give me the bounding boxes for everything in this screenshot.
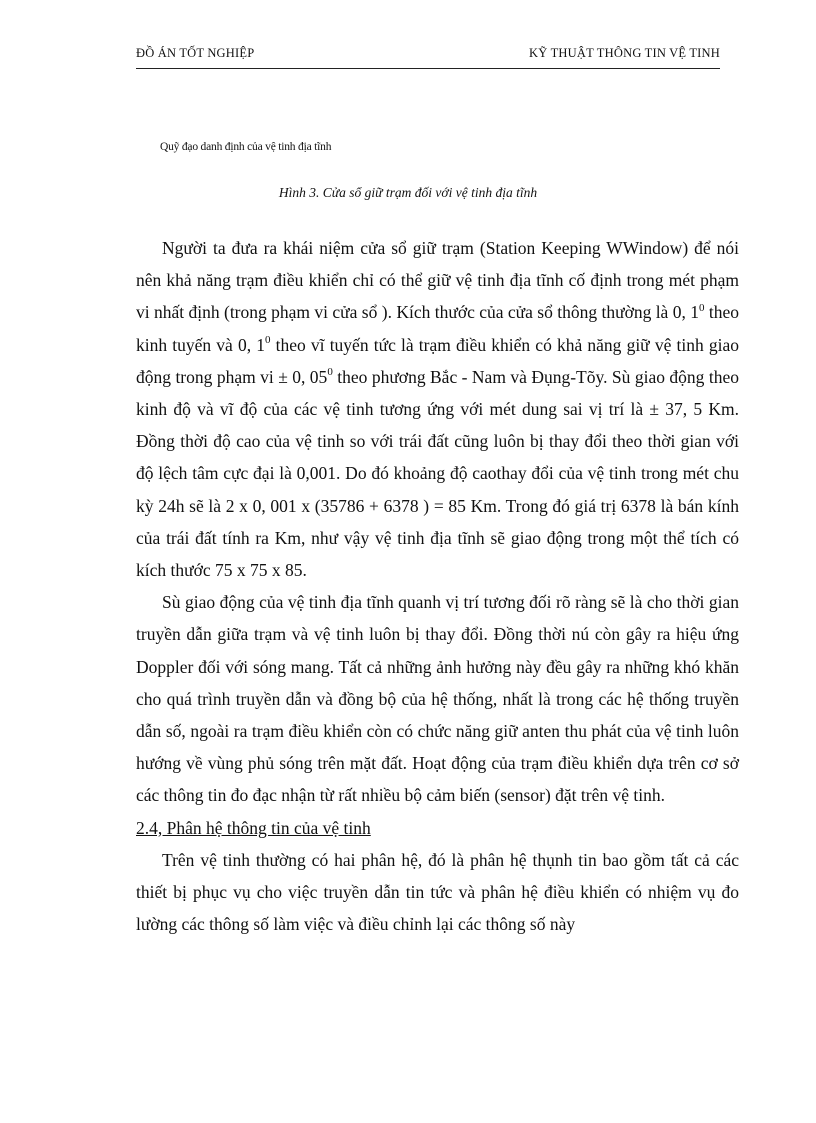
figure-caption: Hình 3. Cửa sổ giữ trạm đối với vệ tinh địa tĩnh bbox=[278, 185, 538, 200]
paragraph1-part2: theo kinh tuyến và 0, 1 bbox=[136, 302, 739, 355]
figure-source-label: Quỹ đạo danh định của vệ tinh địa tĩnh bbox=[160, 141, 332, 153]
body-text bbox=[136, 232, 739, 940]
header-divider bbox=[136, 68, 720, 69]
degree-superscript: 0 bbox=[265, 333, 271, 346]
paragraph-subsystems: Trên vệ tinh thường có hai phân hệ, đó là phân hệ thụnh tin bao gồm tất cả các thiết bị phục vụ cho việc truyền dẫn tin tức và phân hệ điều khiển có nhiệm vụ đo lường các thông số làm việc và điều chỉnh lại các thông số này bbox=[136, 849, 739, 935]
section-heading: 2.4, Phân hệ thông tin của vệ tinh bbox=[136, 817, 371, 838]
degree-superscript: 0 bbox=[327, 365, 333, 378]
header-left-title: ĐỒ ÁN TỐT NGHIỆP bbox=[136, 46, 255, 60]
page-header bbox=[136, 46, 720, 68]
paragraph1-part3: theo vĩ tuyến tức là trạm điều khiển có khả năng giữ vệ tinh giao động trong phạm vi ± 0, 05 bbox=[136, 334, 739, 387]
degree-superscript: 0 bbox=[698, 301, 705, 314]
paragraph1-part4: theo phương Bắc - Nam và Đụng-Tõy. Sù giao động theo kinh độ và vĩ độ của các vệ tinh tương ứng với mét dung sai vị trí là ± 37, 5 Km. Đồng thời độ cao của vệ tinh so với trái đất cũng luôn bị thay đổi theo thời gian với độ lệch tâm cực đại là 0,001. Do đó khoảng độ caothay đổi của vệ tinh trong mét chu kỳ 24h sẽ là 2 x 0, 001 x (35786 + 6378 ) = 85 Km. Trong đó giá trị 6378 là bán kính của trái đất tính ra Km, như vậy vệ tinh địa tĩnh sẽ giao động trong một thể tích có kích thước 75 x 75 x 85. bbox=[136, 366, 739, 581]
header-right-title: KỸ THUẬT THÔNG TIN VỆ TINH bbox=[529, 46, 720, 60]
paragraph-station-keeping bbox=[136, 232, 739, 586]
paragraph1-part1: Người ta đưa ra khái niệm cửa sổ giữ trạm (Station Keeping WWindow) để nói nên khả năng trạm điều khiển chỉ có thể giữ vệ tinh địa tĩnh cố định trong mét phạm vi nhất định (trong phạm vi cửa sổ ). Kích thước của cửa sổ thông thường là 0, 1 bbox=[136, 238, 739, 323]
paragraph-oscillation-effects: Sù giao động của vệ tinh địa tĩnh quanh vị trí tương đối rõ ràng sẽ là cho thời gian truyền dẫn giữa trạm và vệ tinh luôn bị thay đổi. Đồng thời nú còn gây ra hiệu ứng Doppler đối với sóng mang. Tất cả những ảnh hưởng này đều gây ra những khó khăn cho quá trình truyền dẫn và đồng bộ của hệ thống, nhất là trong các hệ thống truyền dẫn số, ngoài ra trạm điều khiển còn có chức năng giữ anten thu phát của vệ tinh luôn hướng về vùng phủ sóng trên mặt đất. Hoạt động của trạm điều khiển dựa trên cơ sở các thông tin đo đạc nhận từ rất nhiều bộ cảm biến (sensor) đặt trên vệ tinh. bbox=[136, 592, 739, 806]
